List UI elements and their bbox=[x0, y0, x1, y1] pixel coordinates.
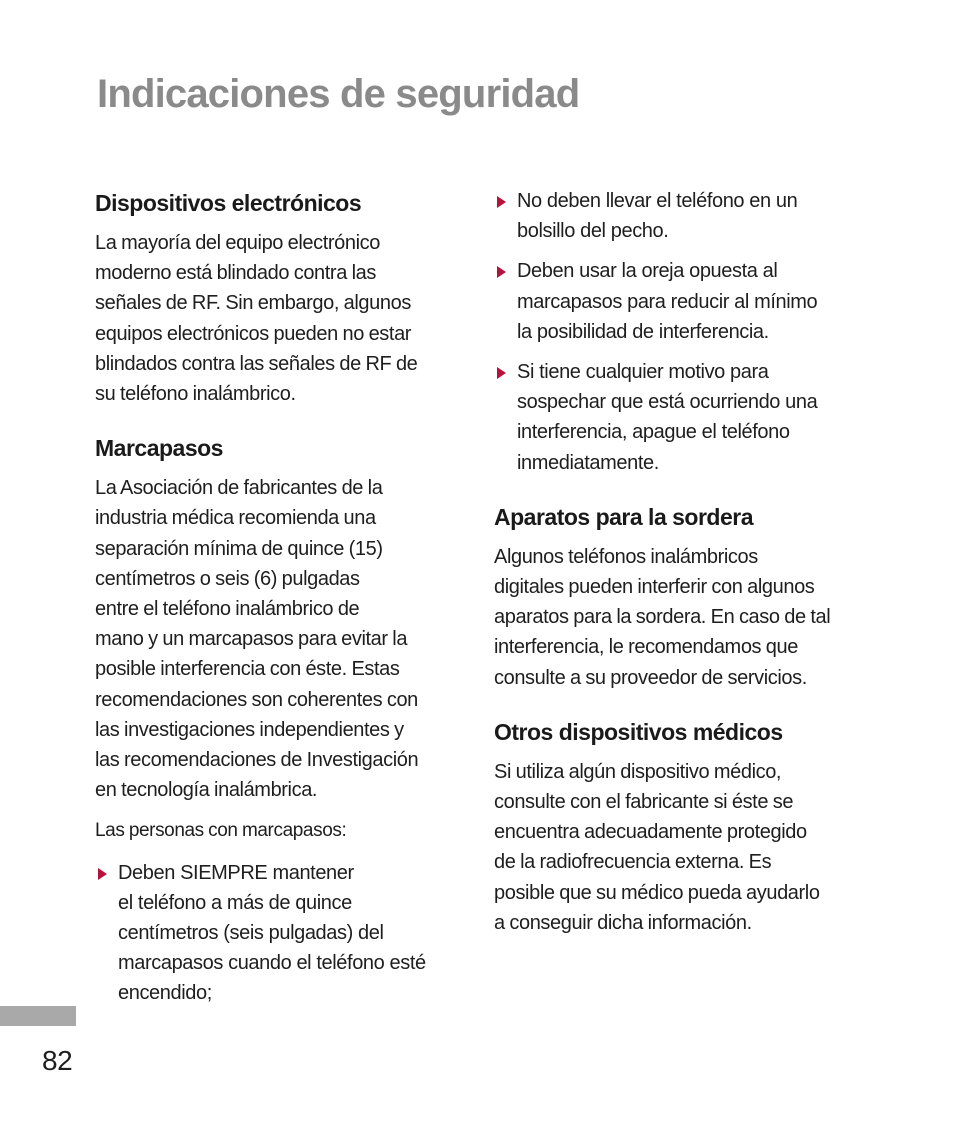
text-line: posible que su médico pueda ayudarlo bbox=[494, 881, 820, 904]
pacemakers-paragraph bbox=[95, 473, 460, 805]
other-medical-devices-paragraph bbox=[494, 757, 866, 938]
bullet-item bbox=[95, 858, 460, 1009]
text-line: encendido; bbox=[118, 982, 212, 1005]
text-line: consulte con el fabricante si éste se bbox=[494, 791, 794, 814]
section-heading-other-medical-devices: Otros dispositivos médicos bbox=[494, 718, 783, 745]
text-line: encuentra adecuadamente protegido bbox=[494, 821, 807, 844]
text-line: recomendaciones son coherentes con bbox=[95, 688, 418, 711]
text-line: entre el teléfono inalámbrico de bbox=[95, 598, 360, 621]
left-column bbox=[95, 186, 460, 1009]
bullet-item bbox=[494, 186, 866, 246]
text-line: centímetros (seis pulgadas) del bbox=[118, 922, 384, 945]
triangle-bullet-icon bbox=[497, 196, 506, 208]
text-line: marcapasos para reducir al mínimo bbox=[517, 290, 818, 313]
pacemakers-intro: Las personas con marcapasos: bbox=[95, 820, 347, 842]
text-line: inmediatamente. bbox=[517, 451, 659, 474]
bullet-item bbox=[494, 256, 866, 347]
text-line: su teléfono inalámbrico. bbox=[95, 383, 296, 406]
right-column bbox=[494, 186, 866, 938]
triangle-bullet-icon bbox=[497, 367, 506, 379]
text-line: consulte a su proveedor de servicios. bbox=[494, 666, 807, 689]
section-heading-pacemakers: Marcapasos bbox=[95, 435, 223, 462]
text-line: equipos electrónicos pueden no estar bbox=[95, 322, 412, 345]
text-line: a conseguir dicha información. bbox=[494, 911, 752, 934]
hearing-aids-paragraph bbox=[494, 542, 866, 693]
triangle-bullet-icon bbox=[497, 266, 506, 278]
text-line: posible interferencia con éste. Estas bbox=[95, 658, 400, 681]
section-heading-hearing-aids: Aparatos para la sordera bbox=[494, 503, 754, 530]
page-number: 82 bbox=[42, 1045, 73, 1076]
text-line: La Asociación de fabricantes de la bbox=[95, 477, 383, 500]
text-line: moderno está blindado contra las bbox=[95, 262, 376, 285]
section-heading-electronic-devices: Dispositivos electrónicos bbox=[95, 190, 362, 216]
text-line: interferencia, apague el teléfono bbox=[517, 421, 790, 444]
text-line: Deben SIEMPRE mantener bbox=[118, 861, 354, 884]
text-line: centímetros o seis (6) pulgadas bbox=[95, 567, 360, 590]
text-line: mano y un marcapasos para evitar la bbox=[95, 628, 408, 651]
text-line: señales de RF. Sin embargo, algunos bbox=[95, 292, 411, 315]
text-line: separación mínima de quince (15) bbox=[95, 537, 383, 560]
text-line: Si tiene cualquier motivo para bbox=[517, 361, 769, 384]
text-line: Deben usar la oreja opuesta al bbox=[517, 260, 778, 283]
text-line: bolsillo del pecho. bbox=[517, 220, 669, 243]
text-line: Algunos teléfonos inalámbricos bbox=[494, 545, 758, 568]
text-line: las recomendaciones de Investigación bbox=[95, 749, 419, 772]
triangle-bullet-icon bbox=[98, 868, 107, 880]
bullet-item bbox=[494, 357, 866, 478]
text-line: marcapasos cuando el teléfono esté bbox=[118, 952, 426, 975]
text-line: de la radiofrecuencia externa. Es bbox=[494, 851, 772, 874]
text-line: No deben llevar el teléfono en un bbox=[517, 190, 798, 212]
text-line: la posibilidad de interferencia. bbox=[517, 320, 769, 343]
page-tab-bar bbox=[0, 1006, 76, 1026]
text-line: en tecnología inalámbrica. bbox=[95, 779, 318, 802]
text-line: digitales pueden interferir con algunos bbox=[494, 576, 815, 599]
text-line: sospechar que está ocurriendo una bbox=[517, 391, 818, 414]
text-line: blindados contra las señales de RF de bbox=[95, 352, 418, 375]
text-line: interferencia, le recomendamos que bbox=[494, 636, 798, 659]
text-line: La mayoría del equipo electrónico bbox=[95, 232, 380, 254]
text-line: aparatos para la sordera. En caso de tal bbox=[494, 606, 831, 629]
electronic-devices-paragraph bbox=[95, 228, 460, 409]
text-line: el teléfono a más de quince bbox=[118, 891, 352, 914]
page-title: Indicaciones de seguridad bbox=[97, 72, 580, 116]
text-line: las investigaciones independientes y bbox=[95, 718, 404, 741]
text-line: industria médica recomienda una bbox=[95, 507, 376, 530]
text-line: Si utiliza algún dispositivo médico, bbox=[494, 760, 782, 783]
